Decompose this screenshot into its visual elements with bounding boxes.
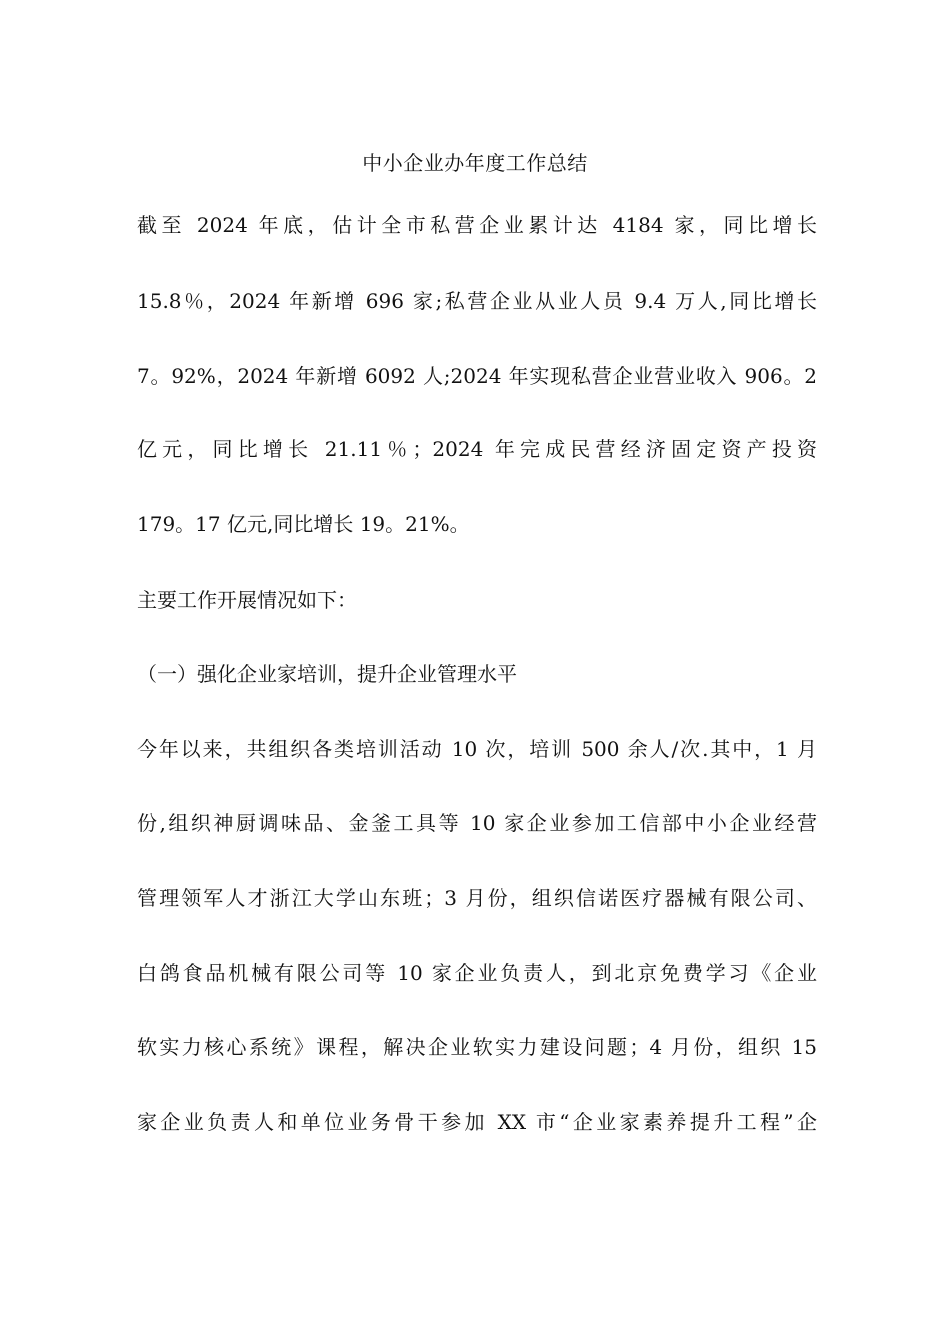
paragraph-line: 软实力核心系统》课程，解决企业软实力建设问题；4 月份，组织 15 [137,1035,817,1059]
section-intro: 主要工作开展情况如下： [137,588,357,612]
paragraph-line: 亿元，同比增长 21.11％；2024 年完成民营经济固定资产投资 [137,437,817,461]
paragraph-line: 管理领军人才浙江大学山东班；3 月份，组织信诺医疗器械有限公司、 [137,886,817,910]
section-heading: （一）强化企业家培训，提升企业管理水平 [137,662,517,686]
paragraph-line: 家企业负责人和单位业务骨干参加 XX 市“企业家素养提升工程”企 [137,1110,817,1134]
paragraph-line: 179。17 亿元,同比增长 19。21%。 [137,512,470,536]
paragraph-line: 白鸽食品机械有限公司等 10 家企业负责人，到北京免费学习《企业 [137,961,817,985]
document-title: 中小企业办年度工作总结 [362,151,588,175]
paragraph-line: 7。92%，2024 年新增 6092 人;2024 年实现私营企业营业收入 906。2 [137,364,817,388]
paragraph-line: 份,组织神厨调味品、金釜工具等 10 家企业参加工信部中小企业经营 [137,811,817,835]
paragraph-line: 截至 2024 年底，估计全市私营企业累计达 4184 家，同比增长 [137,213,817,237]
paragraph-line: 15.8％，2024 年新增 696 家;私营企业从业人员 9.4 万人,同比增长 [137,289,817,313]
paragraph-line: 今年以来，共组织各类培训活动 10 次，培训 500 余人/次.其中，1 月 [137,737,817,761]
